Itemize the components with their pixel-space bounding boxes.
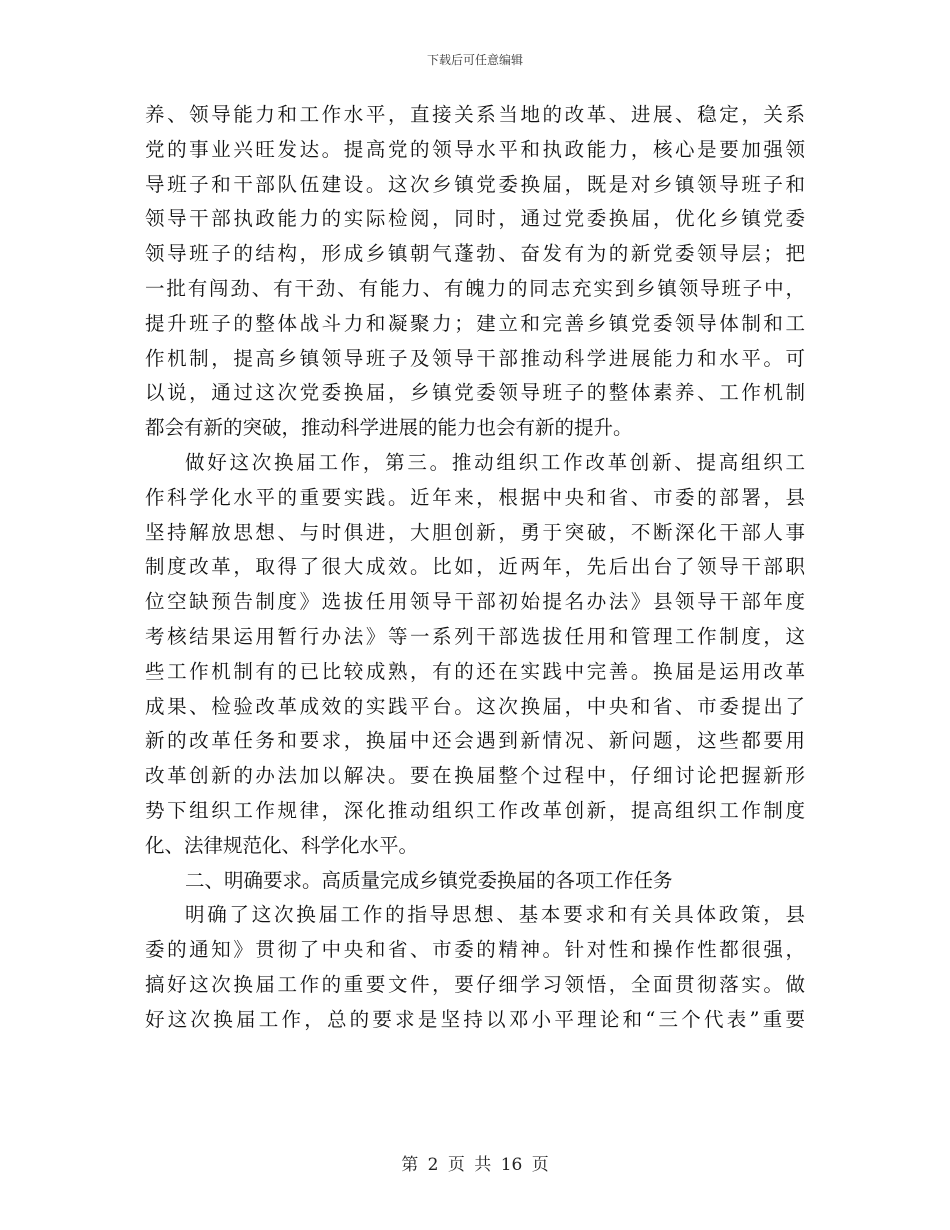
text-line: 制度改革，取得了很大成效。比如，近两年，先后出台了领导干部职 [145, 555, 805, 579]
document-body [145, 98, 805, 1038]
text-line: 养、领导能力和工作水平，直接关系当地的改革、进展、稳定，关系 [145, 103, 805, 126]
text-line: 考核结果运用暂行办法》等一系列干部选拔任用和管理工作制度，这 [145, 624, 805, 648]
text-line: 成果、检验改革成效的实践平台。这次换届，中央和省、市委提出了 [145, 694, 805, 718]
text-line: 势下组织工作规律，深化推动组织工作改革创新，提高组织工作制度 [145, 798, 805, 822]
text-line: 好这次换届工作，总的要求是坚持以邓小平理论和“三个代表”重要 [145, 1007, 805, 1031]
text-line: 提升班子的整体战斗力和凝聚力；建立和完善乡镇党委领导体制和工 [145, 311, 805, 335]
text-line: 领导班子的结构，形成乡镇朝气蓬勃、奋发有为的新党委领导层；把 [145, 242, 805, 266]
text-line: 做好这次换届工作，第三。推动组织工作改革创新、提高组织工 [185, 450, 805, 474]
text-line: 新的改革任务和要求，换届中还会遇到新情况、新问题，这些都要用 [145, 729, 805, 753]
text-line: 一批有闯劲、有干劲、有能力、有魄力的同志充实到乡镇领导班子中， [145, 276, 805, 300]
text-line: 导班子和干部队伍建设。这次乡镇党委换届，既是对乡镇领导班子和 [145, 172, 805, 196]
text-line: 搞好这次换届工作的重要文件，要仔细学习领悟，全面贯彻落实。做 [145, 972, 805, 996]
text-line: 坚持解放思想、与时俱进，大胆创新，勇于突破，不断深化干部人事 [145, 520, 805, 544]
text-line: 化、法律规范化、科学化水平。 [145, 833, 419, 857]
text-line: 明确了这次换届工作的指导思想、基本要求和有关具体政策，县 [185, 903, 805, 927]
text-line: 作科学化水平的重要实践。近年来，根据中央和省、市委的部署，县 [145, 485, 805, 509]
text-line: 党的事业兴旺发达。提高党的领导水平和执政能力，核心是要加强领 [145, 137, 805, 161]
text-line: 领导干部执政能力的实际检阅，同时，通过党委换届，优化乡镇党委 [145, 207, 805, 231]
text-line: 作机制，提高乡镇领导班子及领导干部推动科学进展能力和水平。可 [145, 346, 805, 370]
text-line: 二、明确要求。高质量完成乡镇党委换届的各项工作任务 [185, 868, 673, 892]
text-line: 改革创新的办法加以解决。要在换届整个过程中，仔细讨论把握新形 [145, 764, 805, 788]
text-line: 位空缺预告制度》选拔任用领导干部初始提名办法》县领导干部年度 [145, 590, 805, 614]
text-line: 以说，通过这次党委换届，乡镇党委领导班子的整体素养、工作机制 [145, 381, 805, 405]
page-number-footer: 第 2 页 共 16 页 [401, 1155, 549, 1175]
text-line: 委的通知》贯彻了中央和省、市委的精神。针对性和操作性都很强， [145, 938, 805, 962]
text-line: 些工作机制有的已比较成熟，有的还在实践中完善。换届是运用改革 [145, 659, 805, 683]
page-header: 下载后可任意编辑 [426, 53, 523, 67]
text-line: 都会有新的突破，推动科学进展的能力也会有新的提升。 [145, 416, 633, 440]
